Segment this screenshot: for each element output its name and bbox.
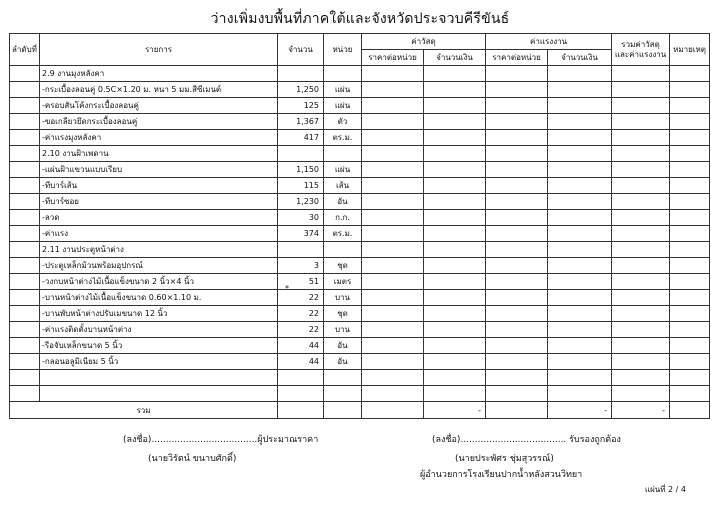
row-unit-cell: ชุด (324, 258, 362, 274)
row-material-amount-cell (424, 66, 486, 82)
row-total-cell (612, 194, 670, 210)
row-item-cell: -กลอนอลูมิเนียม 5 นิ้ว (40, 354, 278, 370)
blank-cell (612, 370, 670, 386)
row-no-cell (10, 226, 40, 242)
row-remark-cell (670, 162, 710, 178)
row-total-cell (612, 210, 670, 226)
row-item-cell: -ขอเกลียวยึดกระเบื้องลอนคู่ (40, 114, 278, 130)
row-qty-cell: 22 (278, 306, 324, 322)
blank-cell (424, 370, 486, 386)
row-qty-cell: 1,367 (278, 114, 324, 130)
row-labor-unit-price-cell (486, 290, 548, 306)
row-remark-cell (670, 306, 710, 322)
row-material-unit-price-cell (362, 146, 424, 162)
row-unit-cell: เมตร (324, 274, 362, 290)
row-unit-cell (324, 66, 362, 82)
row-qty-cell: 44 (278, 338, 324, 354)
approver-title: ผู้อำนวยการโรงเรียนปากน้ำหลังสวนวิทยา (420, 470, 583, 480)
row-unit-cell: บาน (324, 322, 362, 338)
row-remark-cell (670, 194, 710, 210)
row-no-cell (10, 258, 40, 274)
blank-cell (486, 386, 548, 402)
row-remark-cell (670, 258, 710, 274)
row-material-unit-price-cell (362, 98, 424, 114)
row-labor-unit-price-cell (486, 146, 548, 162)
row-no-cell (10, 146, 40, 162)
row-labor-amount-cell (548, 322, 612, 338)
estimate-table (9, 33, 710, 419)
row-remark-cell (670, 322, 710, 338)
row-item-cell: -บานพับหน้าต่างปรับเมขนาด 12 นิ้ว (40, 306, 278, 322)
row-labor-unit-price-cell (486, 322, 548, 338)
row-material-unit-price-cell (362, 306, 424, 322)
row-labor-amount-cell (548, 274, 612, 290)
row-labor-amount-cell (548, 290, 612, 306)
row-material-amount-cell (424, 258, 486, 274)
sum-total: - (612, 402, 670, 419)
row-item-cell: -แผ่นฝ้าแขวนแบบเรียบ (40, 162, 278, 178)
row-material-amount-cell (424, 354, 486, 370)
row-unit-cell: แผ่น (324, 162, 362, 178)
row-unit-cell: ก.ก. (324, 210, 362, 226)
row-material-amount-cell (424, 178, 486, 194)
header-material-unit-price: ราคาต่อหน่วย (362, 50, 424, 66)
row-labor-amount-cell (548, 210, 612, 226)
table-row (10, 290, 710, 306)
page-number: แผ่นที่ 2 / 4 (644, 485, 686, 494)
row-labor-unit-price-cell (486, 354, 548, 370)
row-qty-cell: 3 (278, 258, 324, 274)
row-no-cell (10, 114, 40, 130)
row-labor-unit-price-cell (486, 98, 548, 114)
row-material-unit-price-cell (362, 258, 424, 274)
sum-material-unit-price-cell (362, 402, 424, 419)
row-material-unit-price-cell (362, 114, 424, 130)
sum-label: รวม (10, 402, 278, 419)
row-material-unit-price-cell (362, 226, 424, 242)
row-material-amount-cell (424, 98, 486, 114)
row-material-unit-price-cell (362, 194, 424, 210)
row-unit-cell: แผ่น (324, 82, 362, 98)
row-remark-cell (670, 274, 710, 290)
row-qty-cell (278, 242, 324, 258)
row-unit-cell: บาน (324, 290, 362, 306)
row-labor-unit-price-cell (486, 178, 548, 194)
row-total-cell (612, 274, 670, 290)
row-item-cell: 2.11 งานประตูหน้าต่าง (40, 242, 278, 258)
row-total-cell (612, 114, 670, 130)
row-labor-unit-price-cell (486, 194, 548, 210)
table-row (10, 274, 710, 290)
row-labor-unit-price-cell (486, 162, 548, 178)
row-qty-cell: 44 (278, 354, 324, 370)
row-remark-cell (670, 354, 710, 370)
header-labor-amount: จำนวนเงิน (548, 50, 612, 66)
row-material-amount-cell (424, 338, 486, 354)
header-material: ค่าวัสดุ (362, 34, 486, 50)
row-no-cell (10, 322, 40, 338)
table-row (10, 258, 710, 274)
blank-cell (324, 370, 362, 386)
header-remark: หมายเหตุ (670, 34, 710, 66)
row-qty-cell: 374 (278, 226, 324, 242)
row-labor-unit-price-cell (486, 130, 548, 146)
table-row (10, 306, 710, 322)
blank-cell (278, 386, 324, 402)
row-total-cell (612, 226, 670, 242)
row-material-amount-cell (424, 162, 486, 178)
header-total: รวมค่าวัสดุ และค่าแรงงาน (612, 34, 670, 66)
row-material-amount-cell (424, 114, 486, 130)
row-labor-amount-cell (548, 178, 612, 194)
blank-cell (10, 370, 40, 386)
blank-row (10, 370, 710, 386)
row-labor-amount-cell (548, 162, 612, 178)
row-item-cell: -ค่าแรงมุงหลังคา (40, 130, 278, 146)
row-qty-cell: 1,250 (278, 82, 324, 98)
row-labor-amount-cell (548, 66, 612, 82)
row-total-cell (612, 242, 670, 258)
approver-signature-line: (ลงชื่อ)..................................... รับรองถูกต้อง (432, 435, 621, 445)
sum-labor-amount: - (548, 402, 612, 419)
row-total-cell (612, 354, 670, 370)
row-material-amount-cell (424, 194, 486, 210)
row-item-cell: -ครอบสันโค้งกระเบื้องลอนคู่ (40, 98, 278, 114)
estimator-signature-line: (ลงชื่อ).....................................ผู้ประมาณราคา (123, 435, 319, 445)
row-total-cell (612, 66, 670, 82)
row-remark-cell (670, 98, 710, 114)
table-row (10, 130, 710, 146)
row-total-cell (612, 338, 670, 354)
row-item-cell: -ทีบาร์เส้น (40, 178, 278, 194)
row-qty-cell: 30 (278, 210, 324, 226)
table-row (10, 146, 710, 162)
row-material-amount-cell (424, 146, 486, 162)
row-remark-cell (670, 178, 710, 194)
estimator-name: (นายวิรัตน์ ขนาบศักดิ์) (148, 454, 237, 464)
row-no-cell (10, 242, 40, 258)
table-row (10, 114, 710, 130)
row-unit-cell: แผ่น (324, 98, 362, 114)
row-item-cell: -กระเบื้องลอนคู่ 0.5C×1.20 ม. หนา 5 มม.สีซีเมนต์ (40, 82, 278, 98)
row-item-cell: -รีอจับเหล็กขนาด 5 นิ้ว (40, 338, 278, 354)
row-unit-cell: ชุด (324, 306, 362, 322)
row-unit-cell: อัน (324, 338, 362, 354)
row-material-unit-price-cell (362, 178, 424, 194)
row-labor-unit-price-cell (486, 258, 548, 274)
row-unit-cell: ตร.ม. (324, 130, 362, 146)
row-labor-unit-price-cell (486, 66, 548, 82)
table-row (10, 178, 710, 194)
table-body (10, 66, 710, 419)
row-labor-amount-cell (548, 258, 612, 274)
header-item: รายการ (40, 34, 278, 66)
row-qty-cell: 22 (278, 322, 324, 338)
row-remark-cell (670, 290, 710, 306)
row-unit-cell: ตัว (324, 114, 362, 130)
row-material-amount-cell (424, 82, 486, 98)
row-material-unit-price-cell (362, 210, 424, 226)
row-no-cell (10, 82, 40, 98)
row-remark-cell (670, 226, 710, 242)
table-row (10, 242, 710, 258)
row-material-amount-cell (424, 290, 486, 306)
row-no-cell (10, 338, 40, 354)
row-remark-cell (670, 114, 710, 130)
row-remark-cell (670, 130, 710, 146)
row-qty-cell: 1,230 (278, 194, 324, 210)
row-labor-unit-price-cell (486, 306, 548, 322)
table-row (10, 322, 710, 338)
row-unit-cell: อัน (324, 354, 362, 370)
row-qty-cell: 115 (278, 178, 324, 194)
row-material-unit-price-cell (362, 82, 424, 98)
row-unit-cell: ตร.ม. (324, 226, 362, 242)
row-no-cell (10, 274, 40, 290)
row-item-cell: -ค่าแรงติดตั้งบานหน้าต่าง (40, 322, 278, 338)
row-labor-unit-price-cell (486, 242, 548, 258)
row-qty-cell: 417 (278, 130, 324, 146)
row-labor-amount-cell (548, 338, 612, 354)
blank-cell (548, 386, 612, 402)
row-labor-amount-cell (548, 242, 612, 258)
header-labor-unit-price: ราคาต่อหน่วย (486, 50, 548, 66)
blank-cell (324, 386, 362, 402)
table-row (10, 66, 710, 82)
row-material-unit-price-cell (362, 354, 424, 370)
page-title: ว่างเพิ่มงบพื้นที่ภาคใต้และจังหวัดประจวบคีรีขันธ์ (210, 11, 510, 27)
row-remark-cell (670, 210, 710, 226)
row-total-cell (612, 162, 670, 178)
blank-cell (40, 370, 278, 386)
row-labor-amount-cell (548, 98, 612, 114)
sum-labor-unit-price-cell (486, 402, 548, 419)
row-material-amount-cell (424, 274, 486, 290)
blank-cell (670, 370, 710, 386)
row-material-amount-cell (424, 130, 486, 146)
header-labor: ค่าแรงงาน (486, 34, 612, 50)
row-item-cell: -ค่าแรง (40, 226, 278, 242)
blank-cell (670, 386, 710, 402)
row-labor-unit-price-cell (486, 338, 548, 354)
row-remark-cell (670, 82, 710, 98)
row-no-cell (10, 290, 40, 306)
row-qty-cell (278, 146, 324, 162)
row-material-amount-cell (424, 322, 486, 338)
row-no-cell (10, 98, 40, 114)
asterisk-mark: * (285, 284, 289, 293)
row-no-cell (10, 306, 40, 322)
row-material-unit-price-cell (362, 162, 424, 178)
row-labor-amount-cell (548, 130, 612, 146)
row-remark-cell (670, 338, 710, 354)
row-total-cell (612, 306, 670, 322)
row-labor-amount-cell (548, 82, 612, 98)
approver-name: (นายประพัศร ชุ่มสุวรรณ์) (455, 454, 554, 464)
row-item-cell: -ทีบาร์ซอย (40, 194, 278, 210)
sum-remark-cell (670, 402, 710, 419)
row-item-cell: -วงกบหน้าต่างไม้เนื้อแข็งขนาด 2 นิ้ว×4 นิ้ว (40, 274, 278, 290)
row-labor-unit-price-cell (486, 114, 548, 130)
row-material-unit-price-cell (362, 274, 424, 290)
table-row (10, 82, 710, 98)
row-material-amount-cell (424, 226, 486, 242)
blank-cell (278, 370, 324, 386)
blank-cell (612, 386, 670, 402)
blank-cell (40, 386, 278, 402)
row-material-unit-price-cell (362, 290, 424, 306)
blank-cell (362, 386, 424, 402)
row-unit-cell (324, 146, 362, 162)
table-row (10, 338, 710, 354)
header-no: ลำดับที่ (10, 34, 40, 66)
row-material-unit-price-cell (362, 322, 424, 338)
blank-cell (10, 386, 40, 402)
row-material-unit-price-cell (362, 130, 424, 146)
row-item-cell: 2.9 งานมุงหลังคา (40, 66, 278, 82)
table-row (10, 162, 710, 178)
row-item-cell: -ลวด (40, 210, 278, 226)
row-no-cell (10, 162, 40, 178)
table-row (10, 354, 710, 370)
row-qty-cell (278, 66, 324, 82)
row-no-cell (10, 130, 40, 146)
row-labor-amount-cell (548, 354, 612, 370)
row-total-cell (612, 130, 670, 146)
sum-qty-cell (278, 402, 324, 419)
row-qty-cell: 1,150 (278, 162, 324, 178)
blank-cell (486, 370, 548, 386)
row-labor-amount-cell (548, 194, 612, 210)
row-unit-cell: เส้น (324, 178, 362, 194)
row-qty-cell: 51 (278, 274, 324, 290)
row-total-cell (612, 178, 670, 194)
row-no-cell (10, 354, 40, 370)
row-labor-amount-cell (548, 146, 612, 162)
row-no-cell (10, 194, 40, 210)
row-material-unit-price-cell (362, 242, 424, 258)
blank-cell (424, 386, 486, 402)
header-qty: จำนวน (278, 34, 324, 66)
table-row (10, 194, 710, 210)
row-remark-cell (670, 146, 710, 162)
table-row (10, 226, 710, 242)
row-material-amount-cell (424, 242, 486, 258)
sum-unit-cell (324, 402, 362, 419)
header-unit: หน่วย (324, 34, 362, 66)
row-no-cell (10, 210, 40, 226)
blank-cell (362, 370, 424, 386)
row-item-cell: -บานหน้าต่างไม้เนื้อแข็งขนาด 0.60×1.10 ม. (40, 290, 278, 306)
sum-row (10, 402, 710, 419)
row-total-cell (612, 322, 670, 338)
blank-row (10, 386, 710, 402)
row-no-cell (10, 66, 40, 82)
row-total-cell (612, 258, 670, 274)
row-total-cell (612, 98, 670, 114)
row-unit-cell: อัน (324, 194, 362, 210)
table-row (10, 98, 710, 114)
row-labor-amount-cell (548, 114, 612, 130)
row-remark-cell (670, 242, 710, 258)
row-qty-cell: 125 (278, 98, 324, 114)
sum-material-amount: - (424, 402, 486, 419)
row-labor-amount-cell (548, 306, 612, 322)
row-total-cell (612, 290, 670, 306)
row-no-cell (10, 178, 40, 194)
header-material-amount: จำนวนเงิน (424, 50, 486, 66)
row-total-cell (612, 82, 670, 98)
row-labor-unit-price-cell (486, 274, 548, 290)
blank-cell (548, 370, 612, 386)
row-qty-cell: 22 (278, 290, 324, 306)
row-material-amount-cell (424, 210, 486, 226)
row-labor-unit-price-cell (486, 226, 548, 242)
row-material-amount-cell (424, 306, 486, 322)
row-item-cell: -ประตูเหล็กม้วนพร้อมอุปกรณ์ (40, 258, 278, 274)
row-total-cell (612, 146, 670, 162)
row-unit-cell (324, 242, 362, 258)
row-remark-cell (670, 66, 710, 82)
row-labor-unit-price-cell (486, 82, 548, 98)
row-labor-unit-price-cell (486, 210, 548, 226)
row-material-unit-price-cell (362, 66, 424, 82)
row-material-unit-price-cell (362, 338, 424, 354)
table-row (10, 210, 710, 226)
row-labor-amount-cell (548, 226, 612, 242)
row-item-cell: 2.10 งานฝ้าเพดาน (40, 146, 278, 162)
